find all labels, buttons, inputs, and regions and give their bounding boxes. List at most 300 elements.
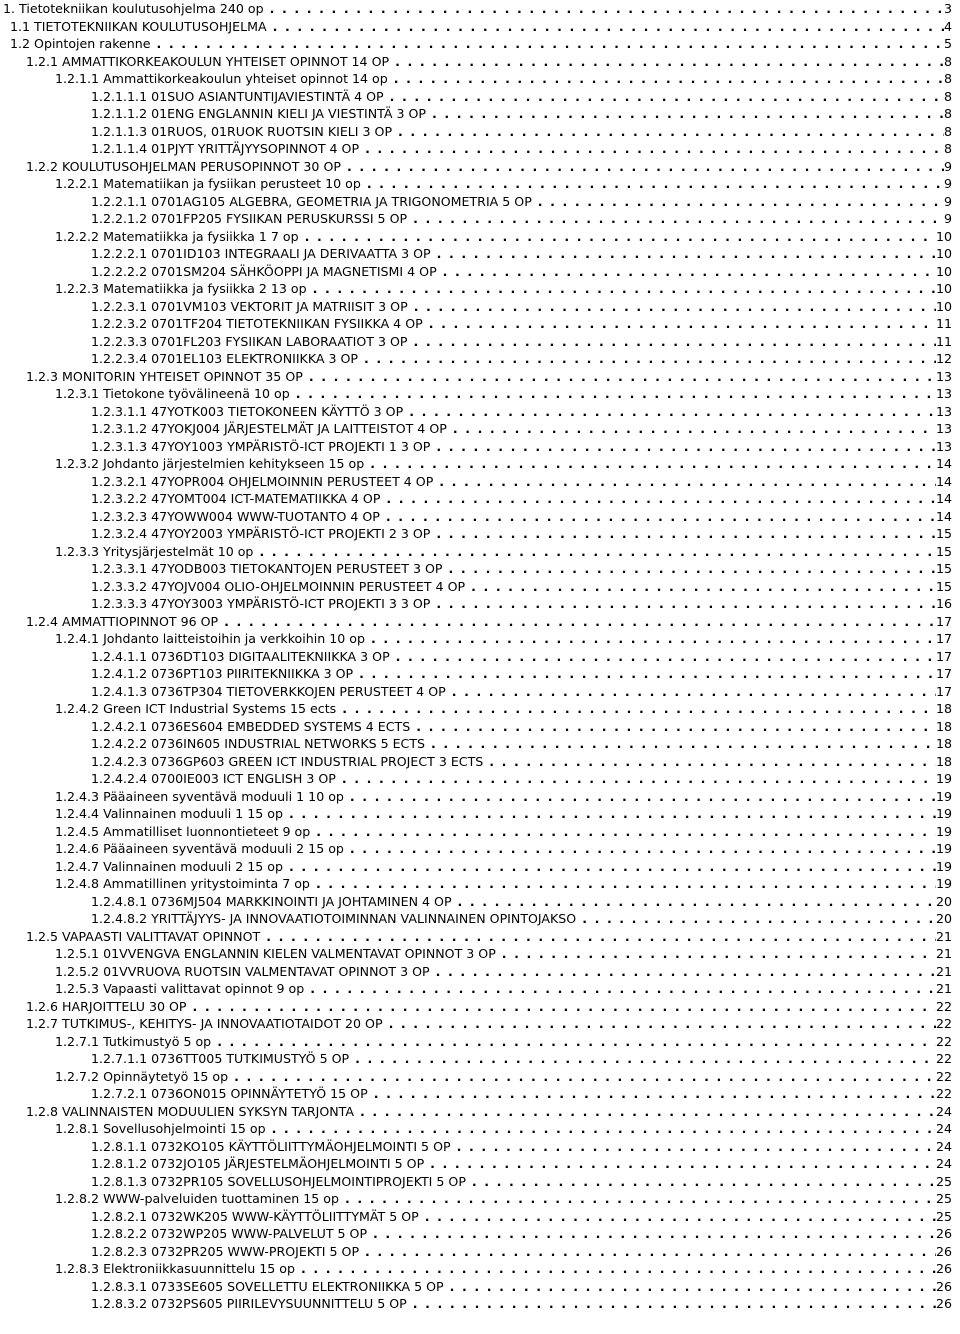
toc-entry-title: 1.2.4.2.1 0736ES604 EMBEDDED SYSTEMS 4 ECTS	[91, 718, 411, 734]
toc-entry-page-number: 19	[935, 806, 952, 821]
toc-entry[interactable]	[3, 823, 952, 841]
toc-entry-page-number: 9	[943, 158, 952, 174]
toc-entry-page-number: 26	[935, 1296, 952, 1311]
toc-entry-title: 1.2.8.1.1 0732KO105 KÄYTTÖLIITTYMÄOHJELMOINTI 5 OP	[91, 1138, 451, 1154]
toc-entry[interactable]	[3, 420, 952, 438]
dot-leader	[264, 0, 944, 18]
toc-entry-page-number: 15	[935, 578, 952, 594]
toc-entry-page-number: 8	[943, 88, 952, 104]
dot-leader	[151, 35, 944, 53]
toc-entry-title: 1.2.7.2.1 0736ON015 OPINNÄYTETYÖ 15 OP	[91, 1086, 368, 1101]
dot-leader	[349, 1050, 936, 1068]
dot-leader	[380, 490, 936, 508]
toc-entry-title: 1.2.6 HARJOITTELU 30 OP	[26, 998, 187, 1014]
toc-entry-page-number: 9	[943, 176, 952, 191]
toc-entry-title: 1.2.1.1.2 01ENG ENGLANNIN KIELI JA VIESTINTÄ 3 OP	[91, 106, 427, 121]
toc-entry-title: 1.2.1.1 Ammattikorkeakoulun yhteiset opinnot 14 op	[55, 71, 388, 86]
dot-leader	[433, 473, 936, 491]
toc-entry[interactable]	[3, 88, 952, 106]
toc-entry-page-number: 13	[935, 421, 952, 436]
dot-leader	[211, 1033, 936, 1051]
toc-entry-title: 1.2.2.3.4 0701EL103 ELEKTRONIIKKA 3 OP	[91, 351, 358, 366]
toc-entry-page-number: 9	[943, 211, 952, 226]
toc-entry-page-number: 17	[935, 648, 952, 664]
toc-entry[interactable]	[3, 245, 952, 263]
dot-leader	[403, 403, 936, 421]
toc-entry-title: 1.2.3.2.2 47YOMT004 ICT-MATEMATIIKKA 4 OP	[91, 491, 381, 506]
toc-entry[interactable]	[3, 228, 952, 246]
toc-entry-title: 1.2.4.2.4 0700IE003 ICT ENGLISH 3 OP	[91, 771, 336, 786]
toc-entry[interactable]	[3, 280, 952, 298]
toc-entry-page-number: 8	[943, 141, 952, 156]
toc-entry[interactable]	[3, 140, 952, 158]
toc-entry-page-number: 20	[935, 911, 952, 926]
toc-entry-page-number: 26	[935, 1243, 952, 1259]
toc-entry-page-number: 21	[935, 946, 952, 961]
toc-entry-page-number: 10	[935, 298, 952, 314]
toc-entry-title: 1.2.8.2.1 0732WK205 WWW-KÄYTTÖLIITTYMÄT 5 OP	[91, 1208, 419, 1224]
toc-entry-page-number: 12	[935, 351, 952, 366]
toc-entry-title: 1.2.3.1.1 47YOTK003 TIETOKONEEN KÄYTTÖ 3 OP	[91, 403, 404, 419]
toc-entry-page-number: 22	[935, 1033, 952, 1049]
toc-entry-title: 1.2.3.2.1 47YOPR004 OHJELMOINNIN PERUSTEET 4 OP	[91, 473, 434, 489]
toc-entry-title: 1.2.3.1.3 47YOY1003 YMPÄRISTÖ-ICT PROJEKTI 1 3 OP	[91, 438, 431, 454]
toc-entry[interactable]	[3, 613, 952, 631]
toc-entry-title: 1.2.3.3.1 47YODB003 TIETOKANTOJEN PERUSTEET 3 OP	[91, 561, 443, 576]
toc-entry[interactable]	[3, 1033, 952, 1051]
toc-entry[interactable]	[3, 350, 952, 368]
toc-entry-page-number: 24	[935, 1138, 952, 1154]
dot-leader	[283, 805, 936, 823]
dot-leader	[483, 753, 936, 771]
toc-entry[interactable]	[3, 893, 952, 911]
toc-entry-page-number: 14	[935, 491, 952, 506]
toc-entry-page-number: 25	[935, 1191, 952, 1206]
toc-entry[interactable]	[3, 910, 952, 928]
toc-entry-page-number: 14	[935, 473, 952, 489]
toc-entry-title: 1.2.3.3 Yritysjärjestelmät 10 op	[55, 543, 254, 559]
toc-entry-page-number: 3	[943, 1, 952, 16]
dot-leader	[451, 1138, 936, 1156]
toc-entry-title: 1.2.2.1.2 0701FP205 FYSIIKAN PERUSKURSSI 5 OP	[91, 211, 408, 226]
toc-entry-title: 1.2.4.8.1 0736MJ504 MARKKINOINTI JA JOHTAMINEN 4 OP	[91, 893, 452, 909]
dot-leader	[430, 525, 936, 543]
toc-entry[interactable]	[3, 560, 952, 578]
toc-entry[interactable]	[3, 963, 952, 981]
toc-entry[interactable]	[3, 1155, 952, 1173]
toc-entry[interactable]	[3, 105, 952, 123]
toc-entry-title: 1.2.2.3 Matematiikka ja fysiikka 2 13 op	[55, 281, 307, 296]
dot-leader	[353, 665, 936, 683]
toc-entry[interactable]	[3, 53, 952, 71]
dot-leader	[303, 368, 936, 386]
dot-leader	[304, 980, 936, 998]
toc-entry-title: 1.2.1.1.4 01PJYT YRITTÄJYYSOPINNOT 4 OP	[91, 141, 360, 156]
toc-entry-page-number: 26	[935, 1261, 952, 1276]
toc-entry[interactable]	[3, 718, 952, 736]
toc-entry[interactable]	[3, 1068, 952, 1086]
toc-entry[interactable]	[3, 665, 952, 683]
toc-entry-page-number: 26	[935, 1226, 952, 1241]
toc-entry[interactable]	[3, 648, 952, 666]
toc-entry[interactable]	[3, 1015, 952, 1033]
toc-entry-page-number: 8	[943, 53, 952, 69]
toc-entry[interactable]	[3, 368, 952, 386]
toc-entry[interactable]	[3, 1208, 952, 1226]
toc-entry-page-number: 22	[935, 1068, 952, 1084]
toc-entry-page-number: 14	[935, 456, 952, 471]
dot-leader	[365, 630, 936, 648]
toc-entry-title: 1.2.5.2 01VVRUOVA RUOTSIN VALMENTAVAT OPINNOT 3 OP	[55, 963, 430, 979]
toc-entry-page-number: 22	[935, 1016, 952, 1031]
toc-entry-page-number: 10	[935, 263, 952, 279]
toc-entry-page-number: 15	[935, 543, 952, 559]
dot-leader	[253, 543, 936, 561]
toc-entry-title: 1.2.4.6 Pääaineen syventävä moduuli 2 15 op	[55, 841, 344, 856]
toc-entry-title: 1.2.7.1 Tutkimustyö 5 op	[55, 1033, 212, 1049]
toc-entry-title: 1.2.2 KOULUTUSOHJELMAN PERUSOPINNOT 30 OP	[26, 158, 341, 174]
toc-entry-page-number: 13	[935, 403, 952, 419]
toc-entry[interactable]	[3, 1243, 952, 1261]
toc-entry-page-number: 11	[935, 316, 952, 331]
toc-entry-page-number: 19	[935, 841, 952, 856]
toc-entry[interactable]	[3, 403, 952, 421]
toc-entry-page-number: 19	[935, 788, 952, 804]
dot-leader	[426, 105, 944, 123]
toc-entry-title: 1.2.3 MONITORIN YHTEISET OPINNOT 35 OP	[26, 368, 303, 384]
toc-entry-page-number: 8	[943, 106, 952, 121]
toc-entry-page-number: 26	[935, 1278, 952, 1294]
toc-entry-title: 1.2.1.1.3 01RUOS, 01RUOK RUOTSIN KIELI 3 OP	[91, 123, 393, 139]
dot-leader	[430, 438, 936, 456]
dot-leader	[408, 298, 936, 316]
toc-entry-title: 1.2.8.1 Sovellusohjelmointi 15 op	[55, 1121, 266, 1136]
toc-entry[interactable]	[3, 508, 952, 526]
toc-entry-page-number: 8	[943, 71, 952, 86]
toc-entry-title: 1.2.5.3 Vapaasti valittavat opinnot 9 op	[55, 981, 305, 996]
dot-leader	[388, 70, 944, 88]
dot-leader	[361, 175, 944, 193]
toc-entry-title: 1.2.4.2.2 0736IN605 INDUSTRIAL NETWORKS 5 ECTS	[91, 736, 426, 751]
toc-entry-title: 1.2.7.2 Opinnäytetyö 15 op	[55, 1068, 229, 1084]
toc-entry-title: 1.2.4.8.2 YRITTÄJYYS- JA INNOVAATIOTOIMINNAN VALINNAINEN OPINTOJAKSO	[91, 911, 577, 926]
toc-entry[interactable]	[3, 1138, 952, 1156]
toc-entry-page-number: 18	[935, 701, 952, 716]
toc-entry-title: 1.2.4.4 Valinnainen moduuli 1 15 op	[55, 806, 283, 821]
toc-entry-page-number: 4	[943, 18, 952, 34]
toc-entry[interactable]	[3, 263, 952, 281]
toc-entry[interactable]	[3, 858, 952, 876]
toc-entry[interactable]	[3, 473, 952, 491]
toc-entry-title: 1.2 Opintojen rakenne	[10, 36, 151, 51]
toc-entry-title: 1.2.3.2 Johdanto järjestelmien kehitykseen 15 op	[55, 456, 365, 471]
toc-entry-page-number: 20	[935, 893, 952, 909]
toc-entry[interactable]	[3, 770, 952, 788]
dot-leader	[260, 928, 936, 946]
dot-leader	[359, 1243, 936, 1261]
toc-entry[interactable]	[3, 753, 952, 771]
toc-entry[interactable]	[3, 158, 952, 176]
toc-entry[interactable]	[3, 70, 952, 88]
toc-entry-title: 1.2.8 VALINNAISTEN MODUULIEN SYKSYN TARJONTA	[26, 1103, 354, 1119]
dot-leader	[339, 1190, 936, 1208]
toc-entry-title: 1.2.4.7 Valinnainen moduuli 2 15 op	[55, 858, 283, 874]
toc-entry[interactable]	[3, 875, 952, 893]
toc-entry-page-number: 13	[935, 438, 952, 454]
toc-entry-title: 1.2.3.2.4 47YOY2003 YMPÄRISTÖ-ICT PROJEKTI 2 3 OP	[91, 526, 431, 541]
toc-entry-title: 1.2.1 AMMATTIKORKEAKOULUN YHTEISET OPINNOT 14 OP	[26, 53, 390, 69]
dot-leader	[410, 718, 936, 736]
toc-entry-page-number: 22	[935, 998, 952, 1014]
dot-leader	[367, 1225, 936, 1243]
toc-entry[interactable]	[3, 840, 952, 858]
dot-leader	[283, 858, 936, 876]
toc-entry[interactable]	[3, 123, 952, 141]
dot-leader	[576, 910, 936, 928]
dot-leader	[452, 893, 936, 911]
toc-entry-page-number: 15	[935, 561, 952, 576]
dot-leader	[424, 1155, 936, 1173]
toc-entry-page-number: 10	[935, 228, 952, 244]
toc-entry-page-number: 18	[935, 718, 952, 734]
toc-entry-page-number: 14	[935, 508, 952, 524]
toc-entry[interactable]	[3, 578, 952, 596]
toc-entry-title: 1.2.7.1.1 0736TT005 TUTKIMUSTYÖ 5 OP	[91, 1051, 350, 1066]
toc-entry-page-number: 24	[935, 1103, 952, 1119]
dot-leader	[358, 350, 936, 368]
toc-entry[interactable]	[3, 35, 952, 53]
dot-leader	[307, 280, 936, 298]
toc-entry-title: 1.2.8.2 WWW-palveluiden tuottaminen 15 op	[55, 1191, 339, 1206]
toc-entry[interactable]	[3, 490, 952, 508]
toc-entry[interactable]	[3, 543, 952, 561]
dot-leader	[295, 1260, 936, 1278]
toc-entry[interactable]	[3, 998, 952, 1016]
toc-entry-title: 1.2.8.2.3 0732PR205 WWW-PROJEKTI 5 OP	[91, 1243, 360, 1259]
dot-leader	[290, 385, 936, 403]
toc-entry-page-number: 13	[935, 368, 952, 384]
toc-entry-page-number: 17	[935, 613, 952, 629]
dot-leader	[344, 788, 936, 806]
dot-leader	[466, 1173, 936, 1191]
toc-entry[interactable]	[3, 1295, 952, 1313]
toc-entry-title: 1.2.2.2.2 0701SM204 SÄHKÖOPPI JA MAGNETISMI 4 OP	[91, 263, 437, 279]
toc-entry-page-number: 17	[935, 666, 952, 681]
dot-leader	[384, 88, 944, 106]
dot-leader	[407, 1295, 936, 1313]
toc-entry-title: 1.2.3.2.3 47YOWW004 WWW-TUOTANTO 4 OP	[91, 508, 380, 524]
toc-entry-page-number: 17	[935, 631, 952, 646]
toc-entry-page-number: 19	[935, 823, 952, 839]
toc-entry-title: 1.2.4.2.3 0736GP603 GREEN ICT INDUSTRIAL PROJECT 3 ECTS	[91, 753, 484, 769]
toc-entry[interactable]	[3, 210, 952, 228]
dot-leader	[336, 770, 936, 788]
toc-entry-title: 1.2.8.3 Elektroniikkasuunnittelu 15 op	[55, 1261, 295, 1276]
dot-leader	[408, 333, 936, 351]
dot-leader	[389, 53, 944, 71]
toc-entry-title: 1.2.4.5 Ammatilliset luonnontieteet 9 op	[55, 823, 311, 839]
toc-entry-title: 1.2.2.2 Matematiikka ja fysiikka 1 7 op	[55, 228, 299, 244]
toc-entry-page-number: 25	[935, 1208, 952, 1224]
toc-entry-page-number: 24	[935, 1156, 952, 1171]
toc-entry[interactable]	[3, 1190, 952, 1208]
dot-leader	[299, 228, 936, 246]
toc-entry[interactable]	[3, 700, 952, 718]
toc-entry-title: 1.2.1.1.1 01SUO ASIANTUNTIJAVIESTINTÄ 4 OP	[91, 88, 384, 104]
toc-entry-page-number: 11	[935, 333, 952, 349]
toc-entry-title: 1.2.3.1.2 47YOKJ004 JÄRJESTELMÄT JA LAITTEISTOT 4 OP	[91, 421, 447, 436]
dot-leader	[336, 700, 936, 718]
toc-entry-title: 1.2.4.8 Ammatillinen yritystoiminta 7 op	[55, 876, 310, 891]
toc-entry-page-number: 18	[935, 753, 952, 769]
toc-entry-page-number: 21	[935, 963, 952, 979]
toc-entry-page-number: 19	[935, 876, 952, 891]
dot-leader	[532, 193, 944, 211]
dot-leader	[496, 945, 936, 963]
toc-entry-page-number: 25	[935, 1173, 952, 1189]
toc-entry[interactable]	[3, 595, 952, 613]
toc-entry[interactable]	[3, 193, 952, 211]
toc-entry-page-number: 19	[935, 858, 952, 874]
toc-entry-title: 1.2.3.3.2 47YOJV004 OLIO-OHJELMOINNIN PERUSTEET 4 OP	[91, 578, 466, 594]
dot-leader	[218, 613, 936, 631]
toc-entry[interactable]	[3, 735, 952, 753]
dot-leader	[437, 263, 936, 281]
dot-leader	[447, 420, 936, 438]
toc-entry[interactable]	[3, 683, 952, 701]
dot-leader	[442, 560, 935, 578]
toc-entry-title: 1.2.8.2.2 0732WP205 WWW-PALVELUT 5 OP	[91, 1226, 368, 1241]
toc-entry-title: 1.2.8.3.2 0732PS605 PIIRILEVYSUUNNITTELU 5 OP	[91, 1296, 407, 1311]
toc-entry[interactable]	[3, 1173, 952, 1191]
toc-entry[interactable]	[3, 298, 952, 316]
toc-entry[interactable]	[3, 18, 952, 36]
toc-entry-page-number: 17	[935, 683, 952, 699]
toc-entry[interactable]	[3, 438, 952, 456]
dot-leader	[354, 1103, 936, 1121]
dot-leader	[310, 823, 936, 841]
toc-entry[interactable]	[3, 175, 952, 193]
toc-entry[interactable]	[3, 1120, 952, 1138]
dot-leader	[368, 1085, 936, 1103]
dot-leader	[364, 455, 936, 473]
toc-entry[interactable]	[3, 980, 952, 998]
toc-entry-title: 1.2.3.1 Tietokone työvälineenä 10 op	[55, 386, 290, 401]
dot-leader	[228, 1068, 936, 1086]
toc-entry[interactable]	[3, 1085, 952, 1103]
toc-entry-page-number: 8	[943, 123, 952, 139]
toc-entry[interactable]	[3, 1260, 952, 1278]
toc-entry[interactable]	[3, 385, 952, 403]
toc-entry[interactable]	[3, 315, 952, 333]
dot-leader	[431, 245, 936, 263]
toc-entry-title: 1.2.4.1.1 0736DT103 DIGITAALITEKNIIKKA 3 OP	[91, 648, 390, 664]
toc-entry[interactable]	[3, 333, 952, 351]
toc-entry-title: 1.2.5 VAPAASTI VALITTAVAT OPINNOT	[26, 928, 261, 944]
toc-entry-title: 1.2.4.2 Green ICT Industrial Systems 15 ects	[55, 701, 337, 716]
toc-entry[interactable]	[3, 805, 952, 823]
toc-entry-title: 1.2.2.1 Matematiikan ja fysiikan perusteet 10 op	[55, 176, 361, 191]
toc-entry[interactable]	[3, 928, 952, 946]
toc-entry-page-number: 10	[935, 246, 952, 261]
dot-leader	[390, 648, 936, 666]
toc-entry-page-number: 5	[943, 36, 952, 51]
toc-entry-page-number: 16	[935, 596, 952, 611]
dot-leader	[310, 875, 936, 893]
toc-entry-title: 1.2.8.3.1 0733SE605 SOVELLETTU ELEKTRONIIKKA 5 OP	[91, 1278, 444, 1294]
toc-entry-title: 1.2.2.3.1 0701VM103 VEKTORIT JA MATRIISIT 3 OP	[91, 298, 408, 314]
toc-entry-title: 1. Tietotekniikan koulutusohjelma 240 op	[3, 1, 264, 16]
toc-entry[interactable]	[3, 455, 952, 473]
dot-leader	[267, 18, 944, 36]
toc-entry-page-number: 9	[943, 193, 952, 209]
dot-leader	[423, 315, 936, 333]
toc-entry-title: 1.2.8.1.3 0732PR105 SOVELLUSOHJELMOINTIPROJEKTI 5 OP	[91, 1173, 466, 1189]
dot-leader	[430, 963, 936, 981]
dot-leader	[359, 140, 944, 158]
dot-leader	[446, 683, 936, 701]
toc-entry[interactable]	[3, 0, 952, 18]
toc-entry-title: 1.2.2.3.3 0701FL203 FYSIIKAN LABORAATIOT 3 OP	[91, 333, 408, 349]
toc-entry-title: 1.2.4.1 Johdanto laitteistoihin ja verkkoihin 10 op	[55, 631, 365, 646]
toc-entry[interactable]	[3, 945, 952, 963]
dot-leader	[425, 735, 936, 753]
toc-entry-title: 1.1 TIETOTEKNIIKAN KOULUTUSOHJELMA	[10, 18, 267, 34]
toc-entry-title: 1.2.4 AMMATTIOPINNOT 96 OP	[26, 613, 219, 629]
toc-entry-page-number: 10	[935, 281, 952, 296]
toc-entry-title: 1.2.5.1 01VVENGVA ENGLANNIN KIELEN VALMENTAVAT OPINNOT 3 OP	[55, 946, 496, 961]
toc-entry[interactable]	[3, 1103, 952, 1121]
toc-entry[interactable]	[3, 1278, 952, 1296]
dot-leader	[444, 1278, 936, 1296]
dot-leader	[392, 123, 944, 141]
toc-entry-title: 1.2.4.1.3 0736TP304 TIETOVERKKOJEN PERUSTEET 4 OP	[91, 683, 446, 699]
toc-entry[interactable]	[3, 1225, 952, 1243]
toc-entry-title: 1.2.8.1.2 0732JO105 JÄRJESTELMÄOHJELMOINTI 5 OP	[91, 1156, 425, 1171]
toc-entry-page-number: 22	[935, 1086, 952, 1101]
toc-entry-title: 1.2.2.2.1 0701ID103 INTEGRAALI JA DERIVAATTA 3 OP	[91, 246, 431, 261]
toc-entry-title: 1.2.4.3 Pääaineen syventävä moduuli 1 10 op	[55, 788, 344, 804]
dot-leader	[341, 158, 944, 176]
toc-entry-title: 1.2.7 TUTKIMUS-, KEHITYS- JA INNOVAATIOTAIDOT 20 OP	[26, 1016, 383, 1031]
toc-entry[interactable]	[3, 788, 952, 806]
toc-entry-page-number: 22	[935, 1051, 952, 1066]
dot-leader	[465, 578, 936, 596]
dot-leader	[419, 1208, 936, 1226]
toc-entry[interactable]	[3, 1050, 952, 1068]
toc-entry-title: 1.2.2.1.1 0701AG105 ALGEBRA, GEOMETRIA JA TRIGONOMETRIA 5 OP	[91, 193, 532, 209]
dot-leader	[380, 508, 936, 526]
toc-entry-title: 1.2.3.3.3 47YOY3003 YMPÄRISTÖ-ICT PROJEKTI 3 3 OP	[91, 596, 431, 611]
dot-leader	[407, 210, 944, 228]
toc-entry-page-number: 19	[935, 771, 952, 786]
dot-leader	[430, 595, 936, 613]
toc-entry[interactable]	[3, 525, 952, 543]
toc-entry[interactable]	[3, 630, 952, 648]
dot-leader	[344, 840, 936, 858]
dot-leader	[383, 1015, 936, 1033]
toc-entry-page-number: 13	[935, 386, 952, 401]
dot-leader	[187, 998, 936, 1016]
toc-entry-page-number: 18	[935, 736, 952, 751]
toc-entry-title: 1.2.4.1.2 0736PT103 PIIRITEKNIIKKA 3 OP	[91, 666, 354, 681]
toc-entry-page-number: 21	[935, 981, 952, 996]
dot-leader	[266, 1120, 936, 1138]
toc-entry-page-number: 24	[935, 1121, 952, 1136]
toc-entry-page-number: 21	[935, 928, 952, 944]
toc-entry-page-number: 15	[935, 526, 952, 541]
toc-entry-title: 1.2.2.3.2 0701TF204 TIETOTEKNIIKAN FYSIIKKA 4 OP	[91, 316, 423, 331]
